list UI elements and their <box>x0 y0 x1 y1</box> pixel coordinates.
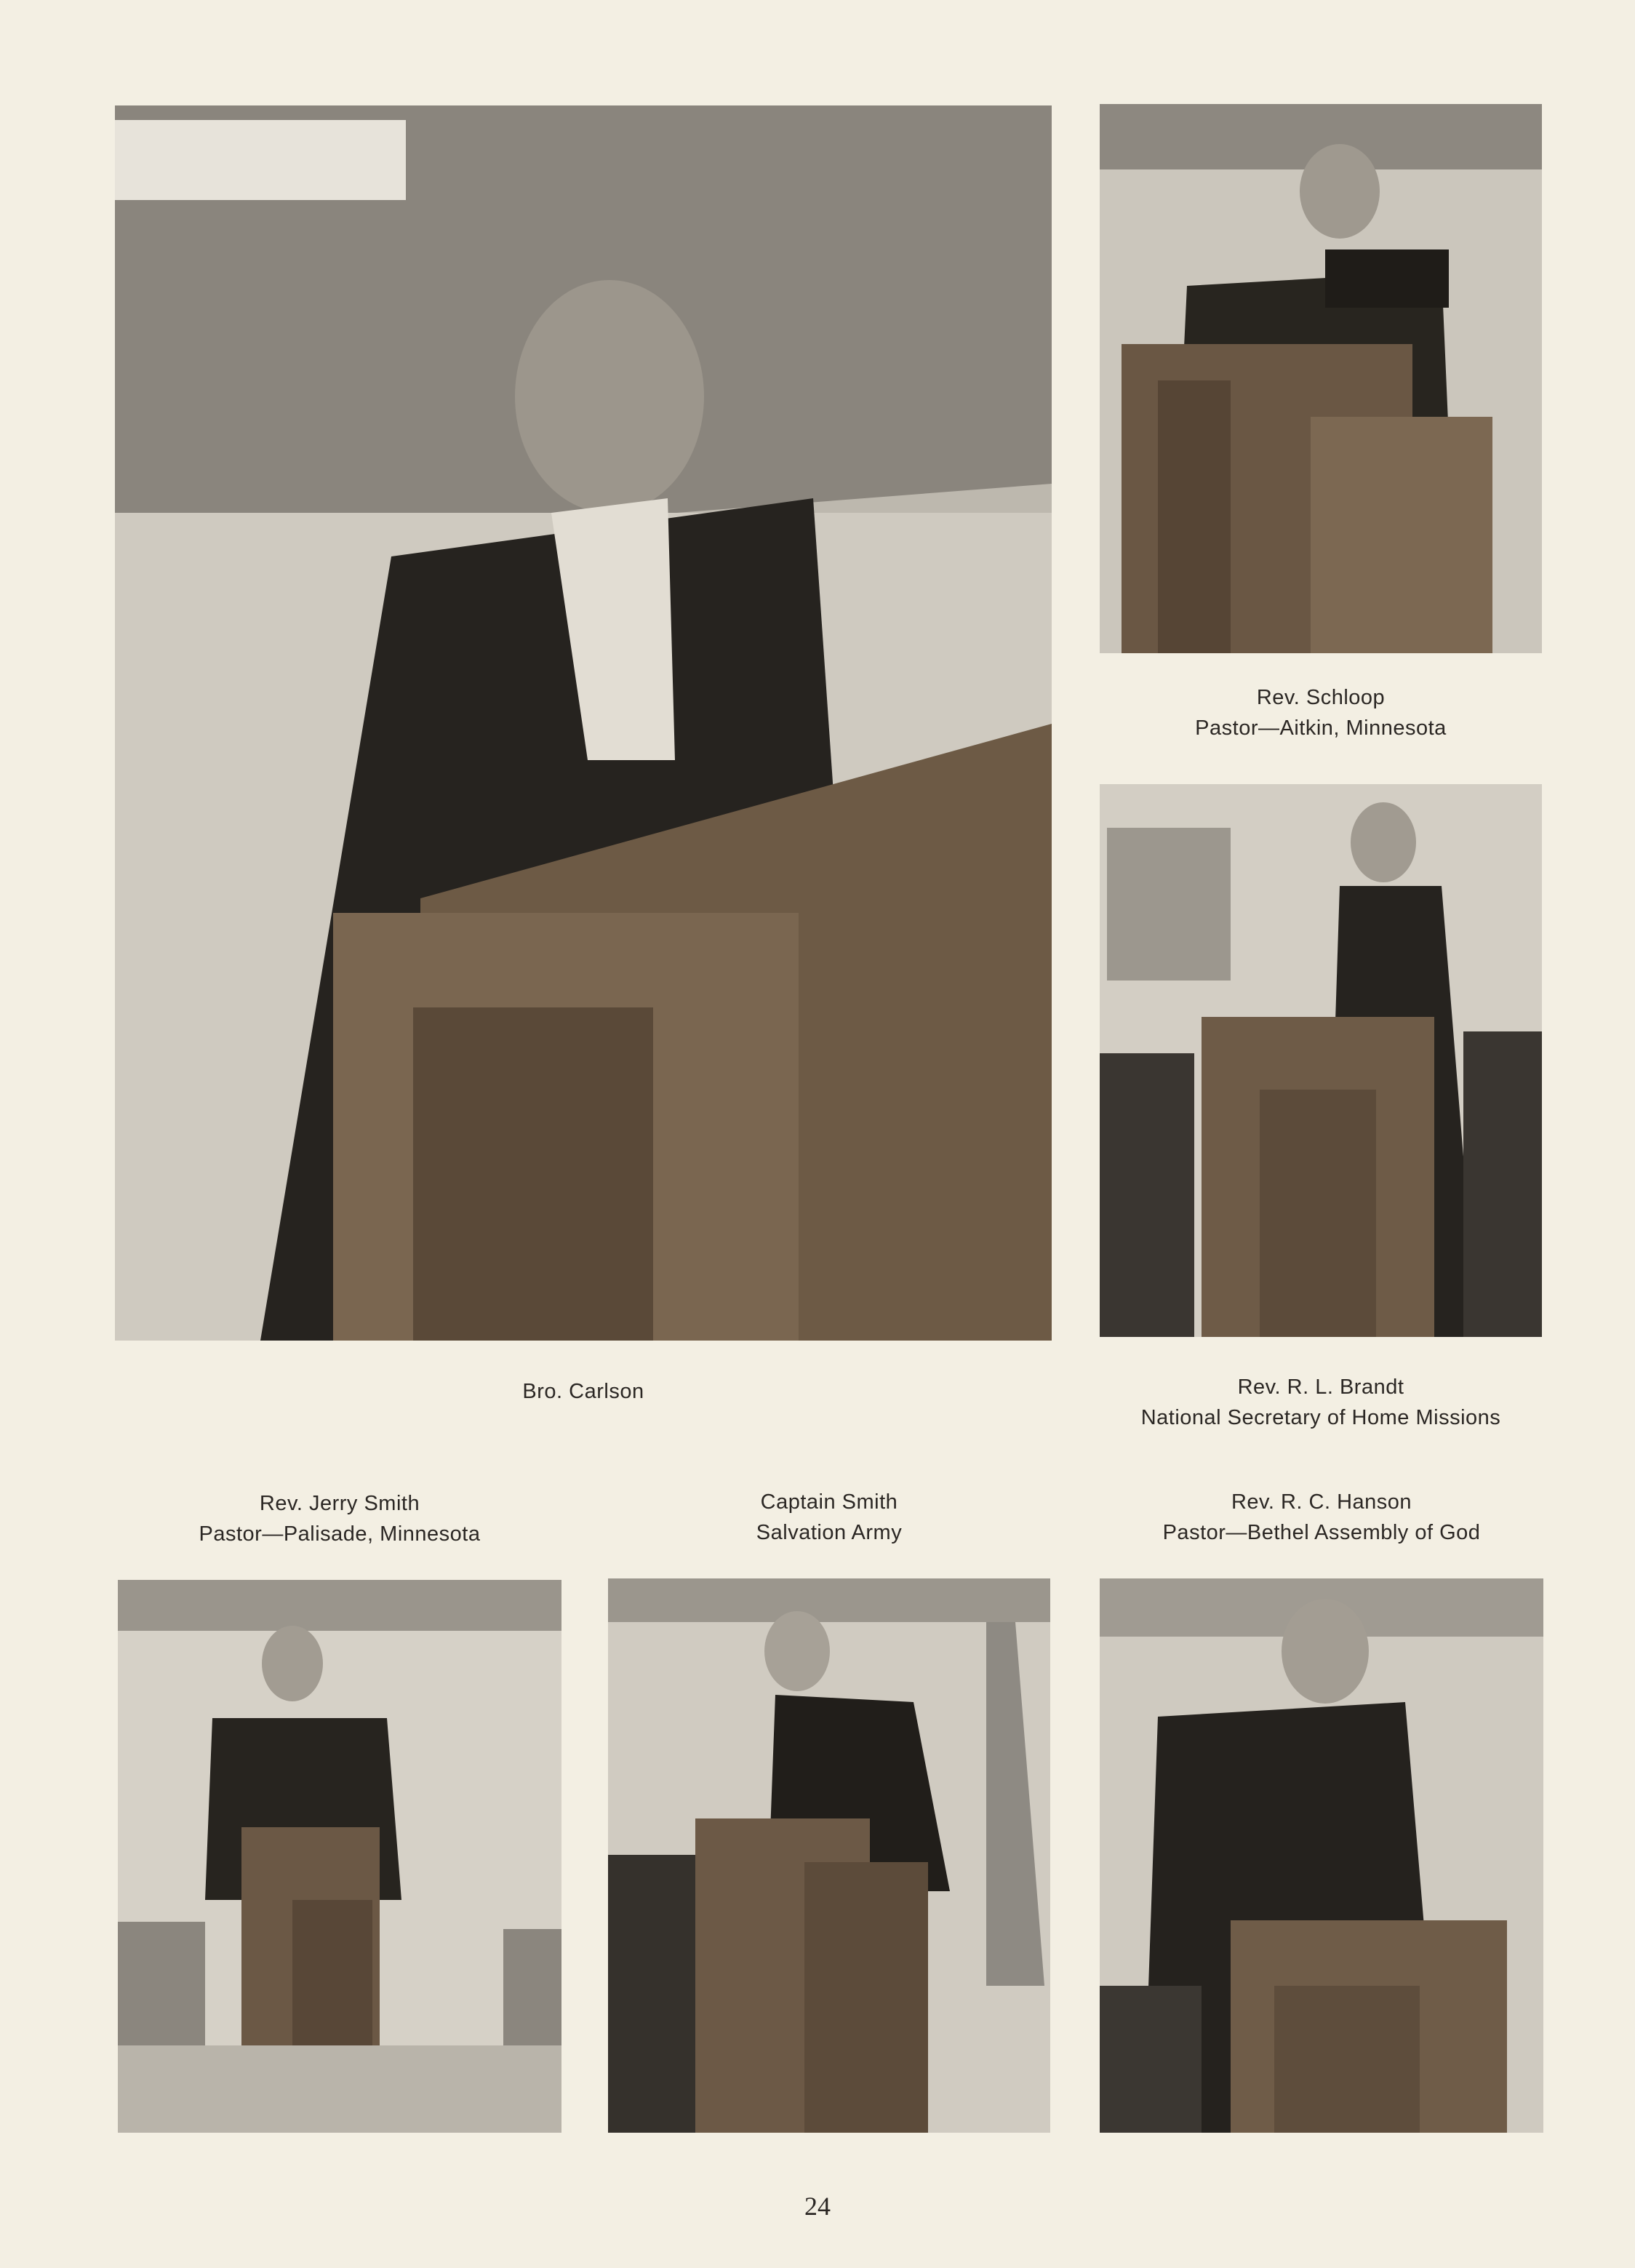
caption-name: Rev. Jerry Smith <box>259 1492 420 1515</box>
caption-name: Rev. R. C. Hanson <box>1231 1490 1412 1514</box>
photo-rev-r-c-hanson <box>1100 1578 1543 2133</box>
photo-captain-smith <box>608 1578 1050 2133</box>
caption-name: Bro. Carlson <box>522 1380 644 1403</box>
caption-name: Captain Smith <box>760 1490 898 1514</box>
caption-rev-jerry-smith <box>118 1488 561 1549</box>
photo-rev-r-l-brandt <box>1100 784 1542 1337</box>
caption-captain-smith <box>608 1487 1050 1548</box>
caption-title: Salvation Army <box>756 1521 903 1544</box>
caption-title: Pastor—Palisade, Minnesota <box>199 1522 481 1546</box>
page-number: 24 <box>804 2192 831 2221</box>
caption-rev-r-c-hanson <box>1100 1487 1543 1548</box>
caption-name: Rev. R. L. Brandt <box>1237 1375 1404 1399</box>
caption-title: Pastor—Bethel Assembly of God <box>1162 1521 1481 1544</box>
caption-rev-schloop <box>1100 682 1542 743</box>
photo-rev-jerry-smith <box>118 1580 561 2133</box>
photo-bro-carlson <box>115 105 1052 1341</box>
caption-bro-carlson <box>115 1376 1052 1407</box>
caption-rev-r-l-brandt <box>1100 1372 1542 1433</box>
caption-name: Rev. Schloop <box>1256 686 1386 709</box>
caption-title: National Secretary of Home Missions <box>1140 1406 1501 1429</box>
caption-title: Pastor—Aitkin, Minnesota <box>1195 716 1447 740</box>
photo-rev-schloop <box>1100 104 1542 653</box>
